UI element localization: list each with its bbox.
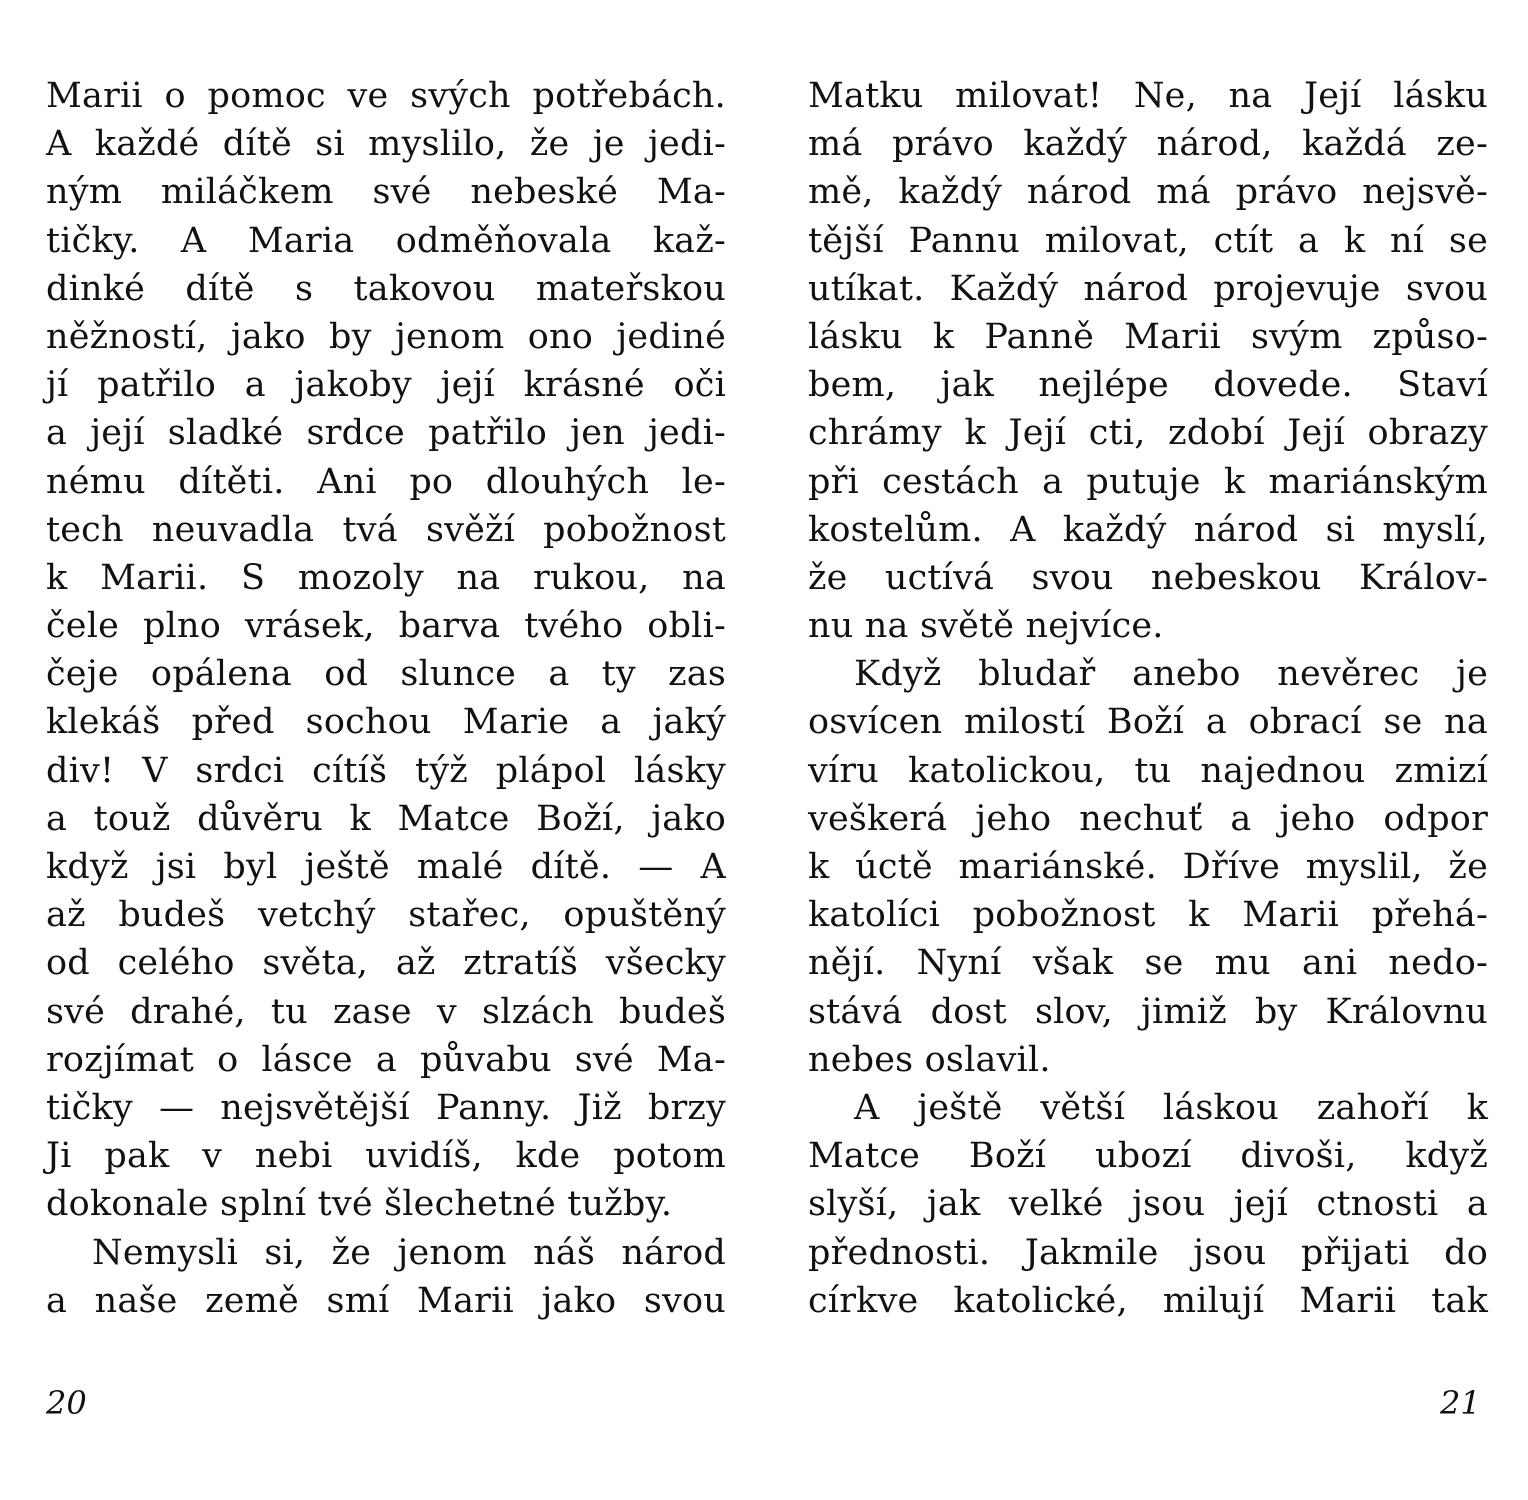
text-line: Ji pak v nebi uvidíš, kde potom [46,1136,726,1177]
text-line: nebes oslavil. [808,1039,1051,1080]
paragraph-start-line: Nemysli si, že jenom náš národ [92,1232,726,1273]
text-line: bem, jak nejlépe dovede. Staví [808,365,1488,406]
text-line: když jsi byl ještě malé dítě. — A [46,847,726,887]
text-line: div! V srdci cítíš týž plápol lásky [46,750,726,791]
text-line: veškerá jeho nechuť a jeho odpor [808,798,1488,839]
text-line: k úctě mariánské. Dříve myslil, že [808,847,1488,887]
text-line: dinké dítě s takovou mateřskou [46,268,726,309]
text-line: jí patřilo a jakoby její krásné oči [46,365,726,406]
text-line: a její sladké srdce patřilo jen jedi- [46,413,726,454]
text-line: tější Pannu milovat, ctít a k ní se [808,220,1488,261]
text-line: církve katolické, milují Marii tak [808,1280,1488,1321]
text-line: nějí. Nyní však se mu ani nedo- [808,943,1488,984]
text-line: nu na světě nejvíce. [808,606,1164,647]
text-line: A každé dítě si myslilo, že je jedi- [46,124,726,165]
text-line: ným miláčkem své nebeské Ma- [46,172,726,213]
text-line: chrámy k Její cti, zdobí Její obrazy [808,413,1488,454]
paragraph-start-line: A ještě větší láskou zahoří k [854,1087,1488,1128]
text-line: a touž důvěru k Matce Boží, jako [46,798,726,839]
text-line: čele plno vrásek, barva tvého obli- [46,606,726,647]
text-line: má právo každý národ, každá ze- [808,124,1488,165]
text-line: katolíci pobožnost k Marii přehá- [808,895,1488,936]
text-line: tičky. A Maria odměňovala kaž- [46,220,726,261]
text-line: Matku milovat! Ne, na Její lásku [808,76,1488,116]
text-line: tech neuvadla tvá svěží pobožnost [46,509,726,550]
text-line: své drahé, tu zase v slzách budeš [46,991,726,1032]
text-line: a naše země smí Marii jako svou [46,1280,726,1321]
right-page-text [808,72,1488,1422]
page-number-right: 21 [1440,1384,1481,1422]
text-line: tičky — nejsvětější Panny. Již brzy [46,1087,726,1128]
text-line: lásku k Panně Marii svým způso- [808,316,1488,357]
text-line: něžností, jako by jenom ono jediné [46,316,726,357]
text-line: k Marii. S mozoly na rukou, na [46,557,726,598]
text-line: při cestách a putuje k mariánským [808,461,1488,502]
text-line: Matce Boží ubozí divoši, když [808,1136,1488,1177]
text-line: víru katolickou, tu najednou zmizí [808,750,1488,791]
page-number-left: 20 [46,1384,87,1422]
text-line: osvícen milostí Boží a obrací se na [808,702,1488,743]
text-line: Marii o pomoc ve svých potřebách. [46,76,726,116]
text-line: dokonale splní tvé šlechetné tužby. [46,1184,673,1225]
text-line: rozjímat o lásce a půvabu své Ma- [46,1039,726,1080]
text-line: nému dítěti. Ani po dlouhých le- [46,461,726,502]
text-line: kostelům. A každý národ si myslí, [808,509,1488,550]
paragraph-start-line: Když bludař anebo nevěrec je [854,654,1488,695]
text-line: slyší, jak velké jsou její ctnosti a [808,1184,1488,1225]
text-line: utíkat. Každý národ projevuje svou [808,268,1488,309]
text-line: mě, každý národ má právo nejsvě- [808,172,1488,213]
text-line: až budeš vetchý stařec, opuštěný [46,895,726,936]
text-line: klekáš před sochou Marie a jaký [46,702,726,743]
left-page-text [46,72,726,1422]
text-line: přednosti. Jakmile jsou přijati do [808,1232,1488,1273]
text-line: stává dost slov, jimiž by Královnu [808,991,1488,1032]
text-line: čeje opálena od slunce a ty zas [46,654,726,695]
text-line: od celého světa, až ztratíš všecky [46,943,726,984]
text-line: že uctívá svou nebeskou Králov- [808,557,1488,598]
